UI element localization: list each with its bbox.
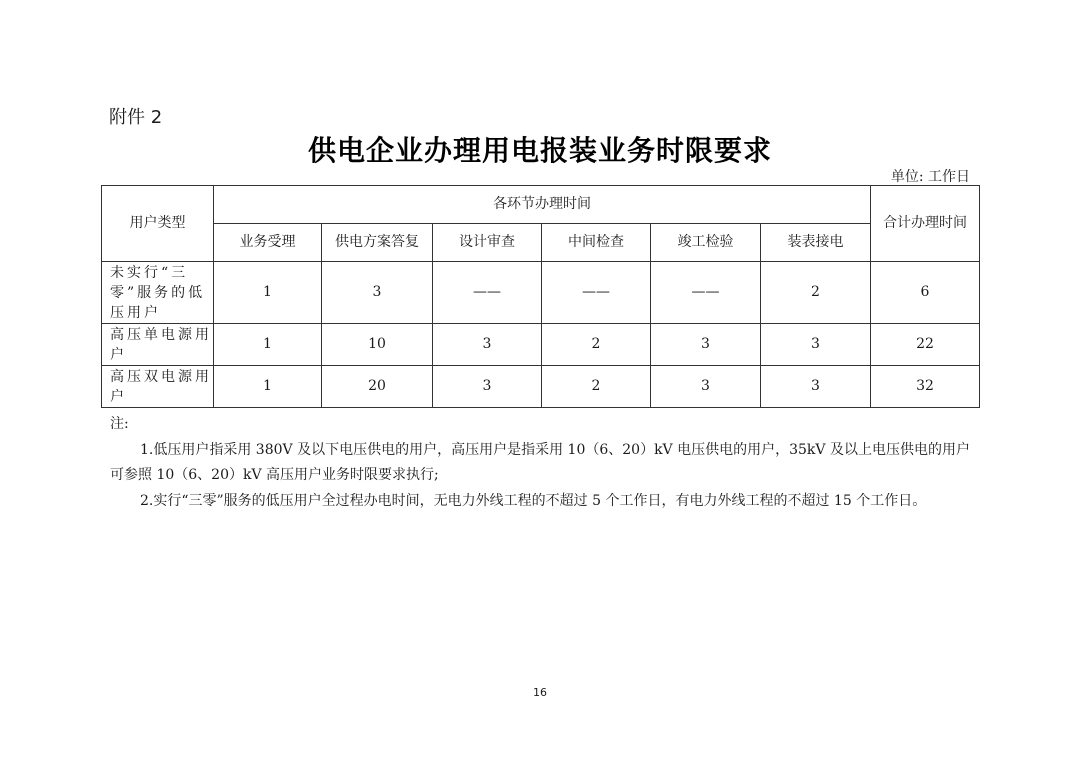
value-cell: —— [651,262,761,324]
value-cell: 3 [433,366,542,408]
unit-label: 单位: 工作日 [890,169,970,185]
total-cell: 32 [871,366,980,408]
table-row [102,324,980,366]
notes-section [110,412,970,514]
value-cell: 2 [542,324,651,366]
stages-header: 各环节办理时间 [214,186,871,224]
value-cell: 3 [651,324,761,366]
value-cell: 10 [322,324,433,366]
value-cell: 2 [542,366,651,408]
note-item: 1.低压用户指采用 380V 及以下电压供电的用户，高压用户是指采用 10（6、20）kV 电压供电的用户，35kV 及以上电压供电的用户可参照 10（6、20）kV 高压用户业务时限要求执行; [110,441,970,483]
value-cell: 20 [322,366,433,408]
value-cell: 3 [433,324,542,366]
document-title: 供电企业办理用电报装业务时限要求 [307,134,772,167]
value-cell: —— [433,262,542,324]
note-item: 2.实行“三零”服务的低压用户全过程办电时间，无电力外线工程的不超过 5 个工作日，有电力外线工程的不超过 15 个工作日。 [140,492,927,509]
value-cell: 3 [322,262,433,324]
table-row [102,366,980,408]
stage-header: 业务受理 [214,224,322,262]
stage-header: 竣工检验 [651,224,761,262]
stage-header: 中间检查 [542,224,651,262]
total-cell: 22 [871,324,980,366]
table-row [102,262,980,324]
stage-header-row [102,224,980,262]
attachment-label: 附件 2 [109,107,163,128]
value-cell: 3 [651,366,761,408]
total-header: 合计办理时间 [871,186,980,262]
user-type-cell: 高压单电源用户 [102,324,214,366]
value-cell: —— [542,262,651,324]
stage-header: 设计审查 [433,224,542,262]
header-row [102,186,980,224]
stage-header: 装表接电 [761,224,871,262]
user-type-header: 用户类型 [102,186,214,262]
value-cell: 3 [761,324,871,366]
value-cell: 1 [214,366,322,408]
user-type-cell: 高压双电源用户 [102,366,214,408]
notes-heading: 注: [110,416,129,432]
total-cell: 6 [871,262,980,324]
page-number: 16 [533,686,547,699]
value-cell: 1 [214,262,322,324]
value-cell: 2 [761,262,871,324]
stage-header: 供电方案答复 [322,224,433,262]
user-type-cell: 未实行“三零”服务的低压用户 [102,262,214,324]
value-cell: 3 [761,366,871,408]
value-cell: 1 [214,324,322,366]
time-limit-table [101,185,980,408]
